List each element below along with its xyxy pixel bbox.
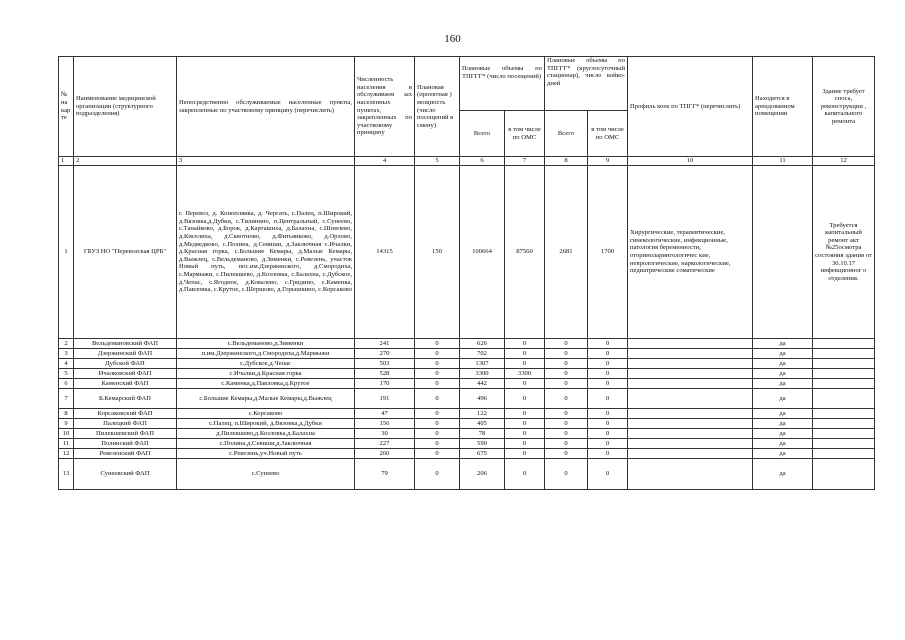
visits-oms-cell: 0	[505, 449, 545, 459]
header-visits-oms: в том числе по ОМС	[505, 111, 545, 157]
visits-total-cell: 590	[460, 439, 505, 449]
rented-cell: да	[753, 439, 813, 449]
beds-total-cell: 0	[545, 429, 588, 439]
row-num: 8	[59, 409, 74, 419]
column-number: 12	[813, 157, 875, 166]
rented-cell: да	[753, 389, 813, 409]
capacity-cell: 0	[415, 449, 460, 459]
header-num: № на кар те	[59, 57, 74, 157]
visits-total-cell: 442	[460, 379, 505, 389]
localities-cell: п.им.Дзержинского,д.Смородиха,д.Мармыжи	[177, 349, 355, 359]
beds-total-cell: 0	[545, 369, 588, 379]
beds-oms-cell: 0	[588, 439, 628, 449]
row-num: 5	[59, 369, 74, 379]
beds-oms-cell: 0	[588, 379, 628, 389]
localities-cell: г. Перевоз, д. Конопляика, д. Чергать, с.Палец, п.Широкий, д.Вязовка,д.Дубки, с.Тилинино, п.Центральный, с.Сунеево, с.Танайково, д.Борок, д.Карташиха, д.Балахна, с.Шпилево, д.Киселиха, д.Сквотново, д.Фитьяиково, д.Орлово, д.Медведково, с.Полина, д.Севиши, д.Заключная с.Ичалки, д.Красная горка, с.Большие Кемары, д.Малые Кемары, д.Выжлец, с.Вельдеманово, д.Зименки, с.Ревезень, участок Новый путь, пос.им.Дзержинского, д.Смородиха, с.Мармыжи, с.Пилекшево, д.Козловка, с.Балахна, с.Дубское, д.Чепас, с.Ягодное, д.Ковалево, с.Гридино, с.Каменка, д.Павловка, с.Крутое, с.Шершово, д.Горышкино, с.Корсаково	[177, 166, 355, 339]
visits-oms-cell: 0	[505, 419, 545, 429]
visits-total-cell: 100664	[460, 166, 505, 339]
header-name: Наименование медицинской организации (структурного подразделения)	[74, 57, 177, 157]
table-row	[59, 439, 875, 449]
visits-oms-cell: 0	[505, 389, 545, 409]
beds-oms-cell: 0	[588, 339, 628, 349]
column-number: 9	[588, 157, 628, 166]
population-cell: 79	[355, 459, 415, 490]
org-name: Корсаковский ФАП	[74, 409, 177, 419]
visits-total-cell: 405	[460, 419, 505, 429]
header-capacity: Плановая (проектная ) мощность (число посещений в смену)	[415, 57, 460, 157]
column-number: 3	[177, 157, 355, 166]
visits-oms-cell: 0	[505, 339, 545, 349]
visits-oms-cell: 0	[505, 349, 545, 359]
visits-total-cell: 122	[460, 409, 505, 419]
profile-cell	[628, 409, 753, 419]
population-cell: 30	[355, 429, 415, 439]
header-profile: Профиль коек по ТПГГ* (перечислить)	[628, 57, 753, 157]
localities-cell: с.Сунеево	[177, 459, 355, 490]
repair-cell	[813, 349, 875, 359]
header-beds-group: Плановые объемы по ТПГГГ* (круглосуточный стационар), число койко-дней	[545, 57, 628, 111]
capacity-cell: 0	[415, 409, 460, 419]
row-num: 4	[59, 359, 74, 369]
repair-cell	[813, 419, 875, 429]
visits-total-cell: 78	[460, 429, 505, 439]
beds-oms-cell: 0	[588, 369, 628, 379]
table-row	[59, 379, 875, 389]
beds-oms-cell: 1700	[588, 166, 628, 339]
beds-oms-cell: 0	[588, 389, 628, 409]
row-num: 3	[59, 349, 74, 359]
visits-oms-cell: 0	[505, 409, 545, 419]
population-cell: 191	[355, 389, 415, 409]
org-name: Дзержинский ФАП	[74, 349, 177, 359]
capacity-cell: 0	[415, 339, 460, 349]
facilities-table	[58, 56, 875, 490]
population-cell: 260	[355, 449, 415, 459]
population-cell: 47	[355, 409, 415, 419]
beds-total-cell: 0	[545, 339, 588, 349]
profile-cell	[628, 459, 753, 490]
rented-cell: да	[753, 429, 813, 439]
localities-cell: с.Ичалки,д.Красная горка	[177, 369, 355, 379]
column-number: 7	[505, 157, 545, 166]
beds-total-cell: 0	[545, 389, 588, 409]
repair-cell	[813, 339, 875, 349]
row-num: 6	[59, 379, 74, 389]
column-number: 10	[628, 157, 753, 166]
population-cell: 227	[355, 439, 415, 449]
header-beds-total: Всего	[545, 111, 588, 157]
beds-oms-cell: 0	[588, 409, 628, 419]
profile-cell	[628, 349, 753, 359]
column-numbers-row	[59, 157, 875, 166]
profile-cell	[628, 389, 753, 409]
header-localities: Непосредственно обслуживаемые населенные пункты, закрепленные по участковому принципу (перечислить)	[177, 57, 355, 157]
repair-cell	[813, 359, 875, 369]
org-name: Ревезенский ФАП	[74, 449, 177, 459]
rented-cell: да	[753, 349, 813, 359]
repair-cell	[813, 439, 875, 449]
capacity-cell: 0	[415, 389, 460, 409]
profile-cell	[628, 369, 753, 379]
capacity-cell: 0	[415, 349, 460, 359]
capacity-cell: 0	[415, 369, 460, 379]
rented-cell: да	[753, 459, 813, 490]
row-num: 13	[59, 459, 74, 490]
visits-total-cell: 206	[460, 459, 505, 490]
repair-cell	[813, 409, 875, 419]
visits-total-cell: 496	[460, 389, 505, 409]
beds-total-cell: 0	[545, 459, 588, 490]
profile-cell	[628, 339, 753, 349]
profile-cell	[628, 419, 753, 429]
profile-cell	[628, 379, 753, 389]
visits-oms-cell: 0	[505, 379, 545, 389]
rented-cell: да	[753, 339, 813, 349]
beds-total-cell: 0	[545, 379, 588, 389]
org-name: Ичалковский ФАП	[74, 369, 177, 379]
table-row	[59, 339, 875, 349]
table-row	[59, 409, 875, 419]
capacity-cell: 0	[415, 379, 460, 389]
table-row	[59, 166, 875, 339]
visits-oms-cell: 0	[505, 459, 545, 490]
profile-cell	[628, 449, 753, 459]
table-row	[59, 359, 875, 369]
org-name: Палецкий ФАП	[74, 419, 177, 429]
visits-total-cell: 1307	[460, 359, 505, 369]
capacity-cell: 0	[415, 439, 460, 449]
beds-oms-cell: 0	[588, 359, 628, 369]
population-cell: 170	[355, 379, 415, 389]
rented-cell: да	[753, 369, 813, 379]
visits-total-cell: 3300	[460, 369, 505, 379]
capacity-cell: 0	[415, 359, 460, 369]
beds-total-cell: 2681	[545, 166, 588, 339]
row-num: 12	[59, 449, 74, 459]
capacity-cell: 150	[415, 166, 460, 339]
repair-cell: Требуется капитальный ремонт акт №25осмотра состояния здания от 30.10.17 инфекционног о отделения.	[813, 166, 875, 339]
row-num: 7	[59, 389, 74, 409]
capacity-cell: 0	[415, 419, 460, 429]
org-name: Дубской ФАП	[74, 359, 177, 369]
header-beds-oms: в том числе по ОМС	[588, 111, 628, 157]
table-row	[59, 419, 875, 429]
beds-total-cell: 0	[545, 359, 588, 369]
beds-total-cell: 0	[545, 419, 588, 429]
rented-cell: да	[753, 449, 813, 459]
beds-oms-cell: 0	[588, 419, 628, 429]
column-number: 4	[355, 157, 415, 166]
repair-cell	[813, 429, 875, 439]
visits-oms-cell: 0	[505, 359, 545, 369]
localities-cell: с.Корсаково	[177, 409, 355, 419]
profile-cell	[628, 359, 753, 369]
beds-oms-cell: 0	[588, 429, 628, 439]
visits-oms-cell: 3300	[505, 369, 545, 379]
capacity-cell: 0	[415, 459, 460, 490]
page-number: 160	[444, 33, 461, 45]
column-number: 1	[59, 157, 74, 166]
rented-cell: да	[753, 359, 813, 369]
beds-oms-cell: 0	[588, 459, 628, 490]
header-visits-group: Плановые объемы по ТПГГГ* (число посещений)	[460, 57, 545, 111]
beds-total-cell: 0	[545, 449, 588, 459]
header-population: Численность населения в обслуживаем ых населенных пунктах, закрепленных по участковому принципу	[355, 57, 415, 157]
population-cell: 156	[355, 419, 415, 429]
visits-total-cell: 626	[460, 339, 505, 349]
repair-cell	[813, 369, 875, 379]
population-cell: 14315	[355, 166, 415, 339]
org-name: Б.Кемарский ФАП	[74, 389, 177, 409]
visits-oms-cell: 87560	[505, 166, 545, 339]
org-name: ГБУЗ НО "Перевозская ЦРБ"	[74, 166, 177, 339]
rented-cell: да	[753, 409, 813, 419]
org-name: Полинский ФАП	[74, 439, 177, 449]
localities-cell: с.Полина,д.Севиши,д.Заключная	[177, 439, 355, 449]
visits-total-cell: 702	[460, 349, 505, 359]
localities-cell: с.Дубское,д.Чепас	[177, 359, 355, 369]
localities-cell: д.Пилекшево,д.Козловка,д.Балахна	[177, 429, 355, 439]
table-row	[59, 389, 875, 409]
beds-total-cell: 0	[545, 439, 588, 449]
repair-cell	[813, 389, 875, 409]
profile-cell	[628, 439, 753, 449]
localities-cell: с.Вельдеманово,д.Зименки	[177, 339, 355, 349]
profile-cell: Хирургические, терапевтические, гинекологические, инфекционные, патология беременности, оториноларингологичес кие, неврологические, наркологические, педиатрические соматические	[628, 166, 753, 339]
table-row	[59, 449, 875, 459]
localities-cell: с.Большие Кемары,д.Малые Кемары,д.Выжлец	[177, 389, 355, 409]
visits-oms-cell: 0	[505, 429, 545, 439]
table-row	[59, 349, 875, 359]
column-number: 11	[753, 157, 813, 166]
profile-cell	[628, 429, 753, 439]
repair-cell	[813, 379, 875, 389]
org-name: Сунеевский ФАП	[74, 459, 177, 490]
visits-oms-cell: 0	[505, 439, 545, 449]
population-cell: 528	[355, 369, 415, 379]
table-row	[59, 459, 875, 490]
row-num: 11	[59, 439, 74, 449]
column-number: 2	[74, 157, 177, 166]
localities-cell: с.Ревезень,уч.Новый путь	[177, 449, 355, 459]
population-cell: 270	[355, 349, 415, 359]
header-rented: Находится в арендованном помещении	[753, 57, 813, 157]
org-name: Каменский ФАП	[74, 379, 177, 389]
beds-oms-cell: 0	[588, 349, 628, 359]
rented-cell: да	[753, 379, 813, 389]
beds-total-cell: 0	[545, 409, 588, 419]
population-cell: 503	[355, 359, 415, 369]
row-num: 2	[59, 339, 74, 349]
table-row	[59, 429, 875, 439]
repair-cell	[813, 449, 875, 459]
column-number: 8	[545, 157, 588, 166]
row-num: 1	[59, 166, 74, 339]
capacity-cell: 0	[415, 429, 460, 439]
table-row	[59, 369, 875, 379]
repair-cell	[813, 459, 875, 490]
population-cell: 241	[355, 339, 415, 349]
beds-total-cell: 0	[545, 349, 588, 359]
localities-cell: с.Каменка,д.Павловка,д.Крутое	[177, 379, 355, 389]
localities-cell: с.Палец, п.Широкий, д.Вязовка,д.Дубки	[177, 419, 355, 429]
rented-cell	[753, 166, 813, 339]
beds-oms-cell: 0	[588, 449, 628, 459]
column-number: 5	[415, 157, 460, 166]
org-name: Пилекшевский ФАП	[74, 429, 177, 439]
rented-cell: да	[753, 419, 813, 429]
column-number: 6	[460, 157, 505, 166]
row-num: 10	[59, 429, 74, 439]
row-num: 9	[59, 419, 74, 429]
org-name: Вельдемановский ФАП	[74, 339, 177, 349]
header-repair: Здание требует сноса, реконструкции , капитального ремонта	[813, 57, 875, 157]
header-visits-total: Всего	[460, 111, 505, 157]
visits-total-cell: 675	[460, 449, 505, 459]
